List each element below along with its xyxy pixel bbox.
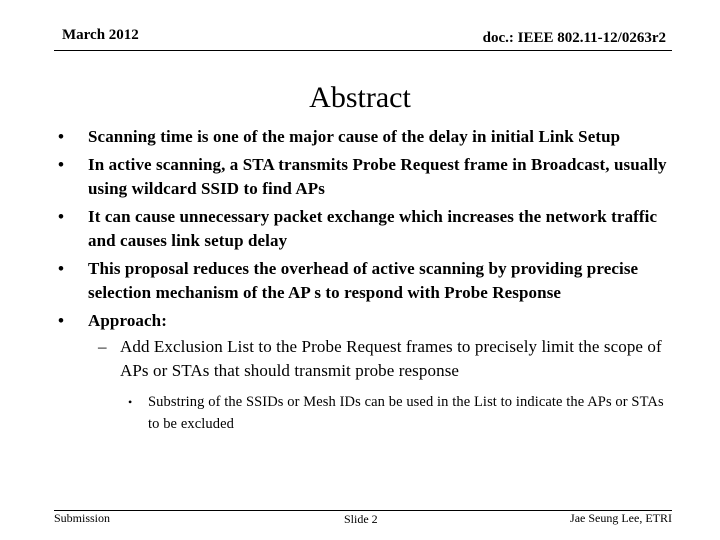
bullet-text: Approach:: [88, 311, 167, 330]
header-doc-id: doc.: IEEE 802.11-12/0263r2: [482, 30, 666, 46]
bullet-dot-icon: •: [58, 127, 65, 146]
footer-submission: Submission: [54, 511, 111, 525]
bullet-dot-icon: •: [58, 207, 65, 226]
footer-author: Jae Seung Lee, ETRI: [570, 511, 672, 525]
header-date: March 2012: [62, 27, 139, 43]
bullet-text: This proposal reduces the overhead of active scanning by providing precise selection mechanism of the AP s to respond with Probe Response: [88, 259, 639, 302]
bullet-text: Scanning time is one of the major cause of the delay in initial Link Setup: [88, 127, 621, 146]
small-bullet-dot-icon: •: [128, 395, 133, 409]
dash-icon: –: [98, 337, 107, 356]
sub-bullet-list: [88, 335, 676, 435]
sub-sub-bullet-text: Substring of the SSIDs or Mesh IDs can be used in the List to indicate the APs or STAs to be excluded: [148, 394, 664, 432]
sub-bullet-item: [88, 335, 676, 435]
bullet-item: [58, 257, 676, 305]
bullet-list: [58, 125, 676, 439]
sub-bullet-text: Add Exclusion List to the Probe Request frames to precisely limit the scope of APs or STAs that should transmit probe response: [120, 337, 662, 380]
bullet-item: [58, 153, 676, 201]
bullet-dot-icon: •: [58, 259, 65, 278]
bullet-dot-icon: •: [58, 155, 65, 174]
header-divider: [54, 50, 672, 51]
sub-sub-bullet-item: [120, 391, 676, 435]
footer-slide-number: Slide 2: [344, 512, 378, 526]
slide-title: Abstract: [309, 81, 411, 114]
bullet-item: [58, 309, 676, 435]
sub-sub-bullet-list: [120, 391, 676, 435]
bullet-text: In active scanning, a STA transmits Probe Request frame in Broadcast, usually using wildcard SSID to find APs: [88, 155, 667, 198]
bullet-text: It can cause unnecessary packet exchange which increases the network traffic and causes link setup delay: [88, 207, 658, 250]
bullet-item: [58, 125, 676, 149]
bullet-dot-icon: •: [58, 311, 65, 330]
bullet-item: [58, 205, 676, 253]
